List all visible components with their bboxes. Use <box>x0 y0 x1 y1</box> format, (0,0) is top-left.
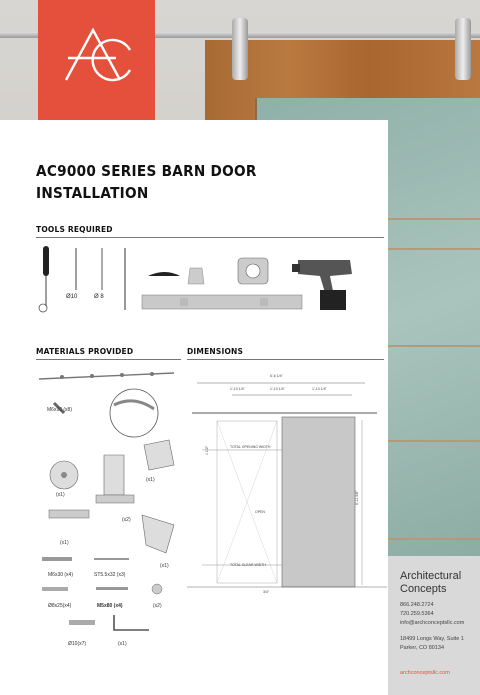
dimensions-heading: DIMENSIONS <box>187 347 244 356</box>
open-label: OPEN <box>255 510 265 514</box>
contact-panel <box>388 556 480 695</box>
m6x30-label: M6x30 (x4) <box>48 572 74 578</box>
tools-illustration <box>30 240 390 320</box>
divider <box>187 359 384 360</box>
document-title <box>36 160 318 204</box>
title-line-1: AC9000 SERIES BARN DOOR <box>36 162 257 180</box>
company-name-line-2: Concepts <box>400 583 447 595</box>
company-name-line-1: Architectural <box>400 570 462 582</box>
segment-label: 1'-10 1/4" <box>230 387 245 391</box>
clearance-label: 1 1/2" <box>205 445 209 455</box>
qty-label: (x1) <box>60 540 69 546</box>
tools-heading: TOOLS REQUIRED <box>36 225 113 234</box>
website-link[interactable]: archconceptsllc.com <box>400 670 450 676</box>
door-bar <box>388 538 480 540</box>
door-bar <box>388 440 480 442</box>
company-name <box>400 570 480 596</box>
qty-label: (x1) <box>118 641 127 647</box>
address-line-2: Parker, CO 80134 <box>400 645 445 651</box>
brand-logo <box>38 0 155 120</box>
m5x80-label: M5x80 (x4) <box>97 603 123 609</box>
address-line-1: 18499 Longs Way, Suite 1 <box>400 636 464 642</box>
divider <box>36 237 384 238</box>
qty-label: (x2) <box>122 517 131 523</box>
materials-heading: MATERIALS PROVIDED <box>36 347 134 356</box>
rail-hanger <box>232 18 248 80</box>
pin-label: Ø10(x7) <box>68 641 87 647</box>
door-bar <box>388 248 480 250</box>
drill-bit-10-label: Ø10 <box>66 294 78 300</box>
opening-width-label: TOTAL OPENING WIDTH <box>230 445 271 449</box>
segment-label: 1'-10 1/4" <box>270 387 285 391</box>
divider <box>36 359 181 360</box>
qty-label: (x1) <box>160 563 169 569</box>
qty-label: (x1) <box>56 492 65 498</box>
door-bar <box>388 345 480 347</box>
phone-2: 720.259.5364 <box>400 611 434 617</box>
clear-width-label: TOTAL CLEAR WIDTH <box>230 563 266 567</box>
rail-hanger <box>455 18 471 80</box>
phone-1: 866.248.2724 <box>400 602 434 608</box>
dimensions-drawing <box>187 365 387 600</box>
anchor-label: Ø8x25(x4) <box>48 603 72 609</box>
height-label: 6'-11 5/8" <box>355 490 359 505</box>
segment-label: 1'-10 1/4" <box>312 387 327 391</box>
m6x10-label: M6x10 (x8) <box>47 407 73 413</box>
drill-bit-8-label: Ø 8 <box>94 294 104 300</box>
overall-width-label: 6'-6 1/4" <box>270 374 283 378</box>
st5-label: ST5.5x32 (x3) <box>94 572 126 578</box>
qty-label: (x1) <box>146 477 155 483</box>
door-bar <box>388 218 480 220</box>
qty-label: (x2) <box>153 603 162 609</box>
title-line-2: INSTALLATION <box>36 184 149 202</box>
floor-gap-label: 3/4" <box>263 590 270 594</box>
email[interactable]: info@archconceptsllc.com <box>400 620 465 626</box>
